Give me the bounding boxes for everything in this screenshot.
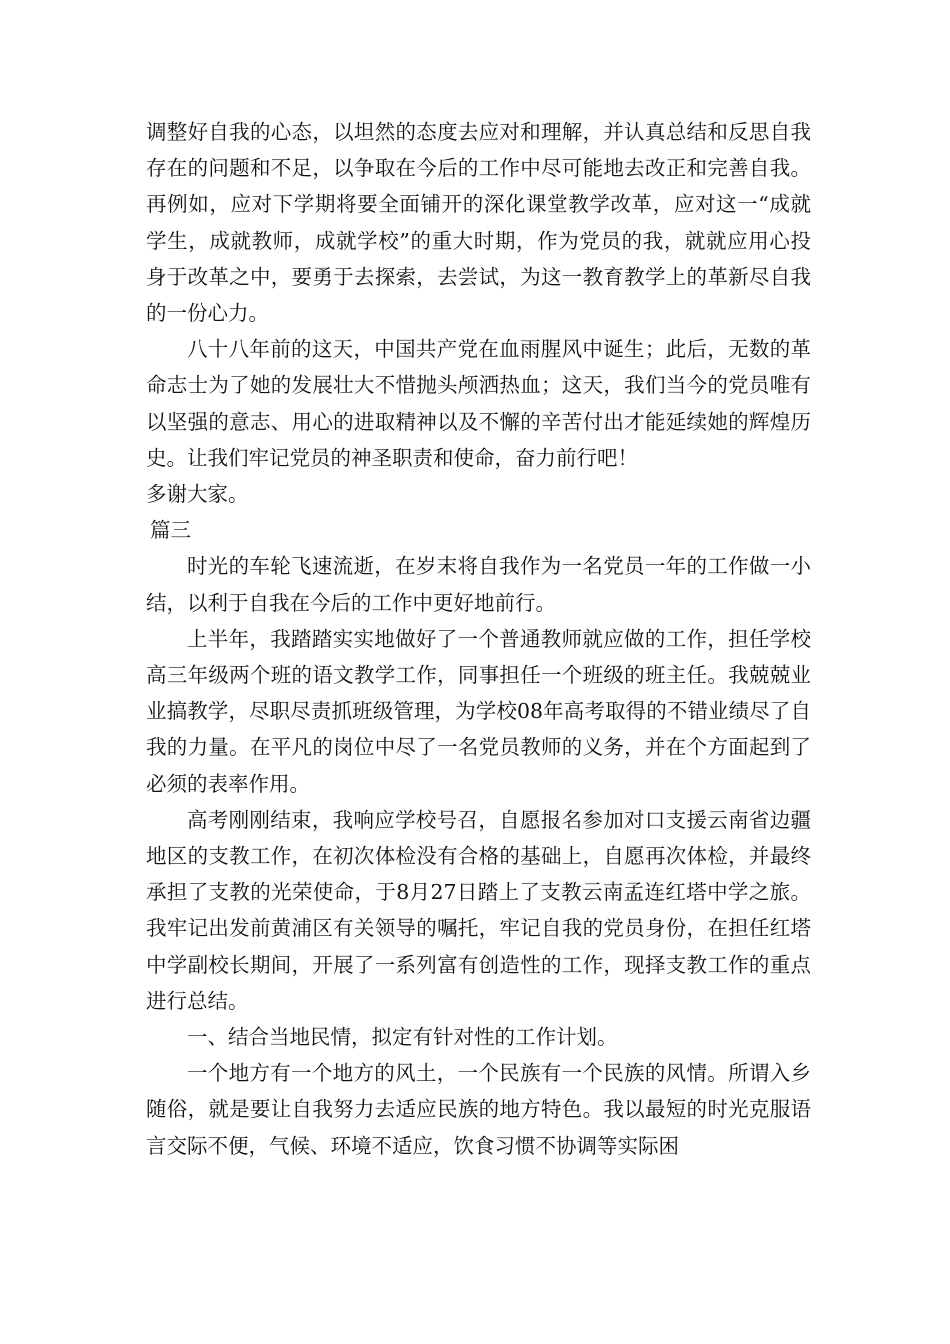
paragraph-2: 八十八年前的这天，中国共产党在血雨腥风中诞生；此后，无数的革命志士为了她的发展壮大不惜抛头颅洒热血；这天，我们当今的党员唯有以坚强的意志、用心的进取精神以及不懈的辛苦付出才能延续她的辉煌历史。让我们牢记党员的神圣职责和使命，奋力前行吧！	[146, 337, 811, 470]
paragraph-8: 一个地方有一个地方的风土，一个民族有一个民族的风情。所谓入乡随俗，就是要让自我努力去适应民族的地方特色。我以最短的时光克服语言交际不便，气候、环境不适应，饮食习惯不协调等实际困	[146, 1061, 811, 1158]
paragraph-6: 高考刚刚结束，我响应学校号召，自愿报名参加对口支援云南省边疆地区的支教工作，在初次体检没有合格的基础上，自愿再次体检，并最终承担了支教的光荣使命，于8月27日踏上了支教云南孟连红塔中学之旅。我牢记出发前黄浦区有关领导的嘱托，牢记自我的党员身份，在担任红塔中学副校长期间，开展了一系列富有创造性的工作，现择支教工作的重点进行总结。	[146, 807, 811, 1013]
paragraph-1: 调整好自我的心态，以坦然的态度去应对和理解，并认真总结和反思自我存在的问题和不足，以争取在今后的工作中尽可能地去改正和完善自我。再例如，应对下学期将要全面铺开的深化课堂教学改革，应对这一“成就学生，成就教师，成就学校”的重大时期，作为党员的我，就就应用心投身于改革之中，要勇于去探索，去尝试，为这一教育教学上的革新尽自我的一份心力。	[146, 120, 811, 326]
paragraph-7: 一、结合当地民情，拟定有针对性的工作计划。	[187, 1025, 618, 1050]
document-body	[146, 114, 811, 1164]
paragraph-4: 时光的车轮飞速流逝，在岁末将自我作为一名党员一年的工作做一小结，以利于自我在今后的工作中更好地前行。	[146, 554, 811, 615]
paragraph-5: 上半年，我踏踏实实地做好了一个普通教师就应做的工作，担任学校高三年级两个班的语文教学工作，同事担任一个班级的班主任。我兢兢业业搞教学，尽职尽责抓班级管理，为学校08年高考取得的不错业绩尽了自我的力量。在平凡的岗位中尽了一名党员教师的义务，并在个方面起到了必须的表率作用。	[146, 626, 811, 796]
section-heading: 篇三	[150, 518, 191, 543]
paragraph-3: 多谢大家。	[146, 482, 249, 507]
